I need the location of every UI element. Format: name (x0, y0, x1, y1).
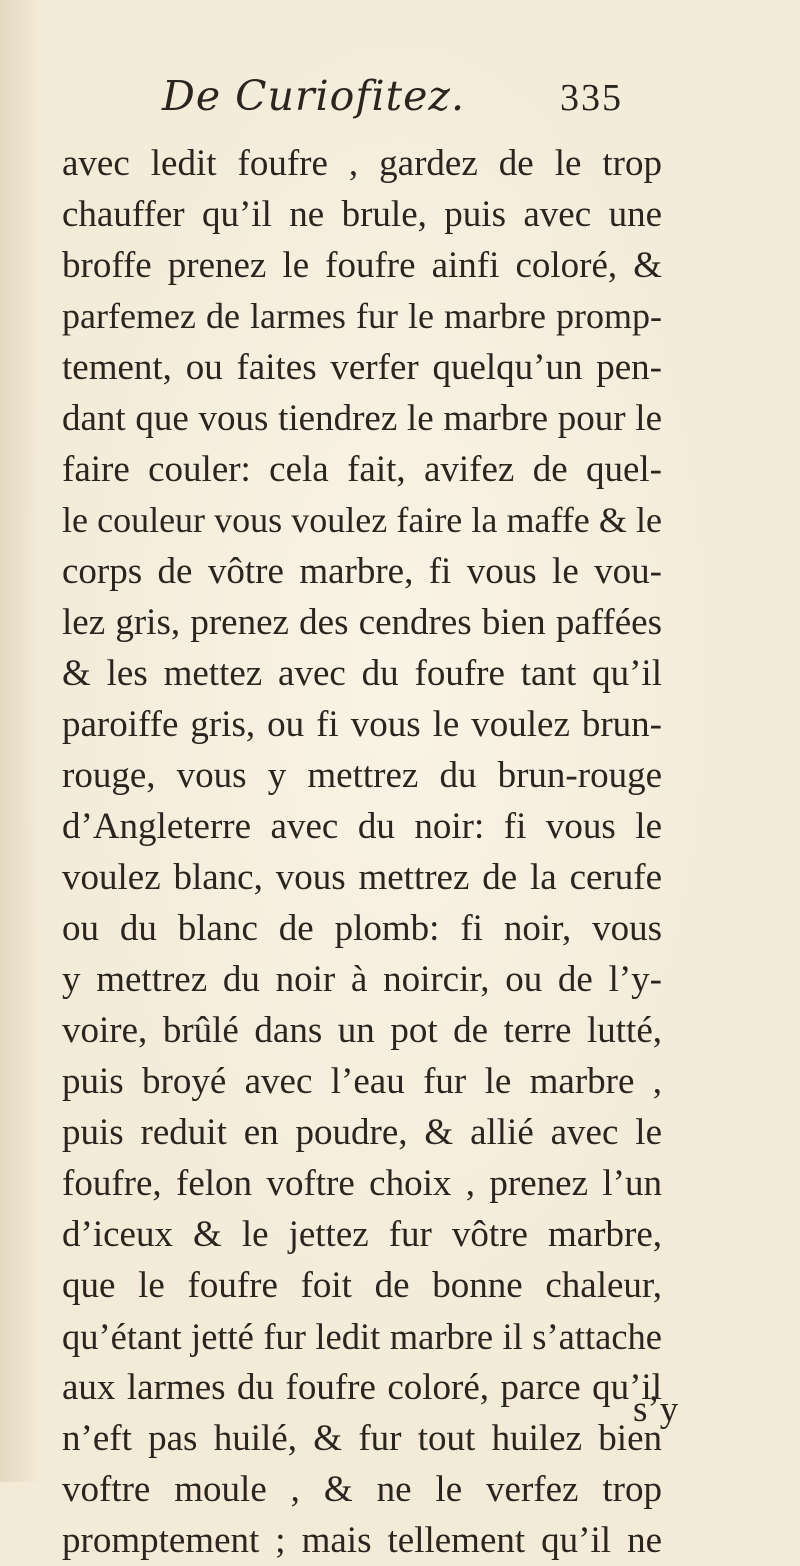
text-line: dant que vous tiendrez le marbre pour le (62, 398, 662, 439)
text-line: voulez blanc, vous mettrez de la cerufe (62, 857, 662, 898)
text-line: faire couler: cela fait, avifez de quel- (62, 449, 662, 490)
running-title: De Curiofitez. (162, 72, 466, 120)
text-line: puis reduit en poudre, & allié avec le (62, 1112, 662, 1153)
text-line: paroiffe gris, ou fi vous le voulez brun- (62, 704, 662, 745)
text-line: avec ledit foufre , gardez de le trop (62, 143, 662, 184)
text-line: y mettrez du noir à noircir, ou de l’y- (62, 959, 662, 1000)
text-line: d’iceux & le jettez fur vôtre marbre, (62, 1214, 662, 1255)
text-line: broffe prenez le foufre ainfi coloré, & (62, 245, 662, 286)
text-line: qu’étant jetté fur ledit marbre il s’attache (62, 1316, 662, 1357)
text-line: ou du blanc de plomb: fi noir, vous (62, 908, 662, 949)
text-line: n’eft pas huilé, & fur tout huilez bien (62, 1418, 662, 1459)
text-line: lez gris, prenez des cendres bien paffées (62, 602, 662, 643)
text-line: rouge, vous y mettrez du brun-rouge (62, 755, 662, 796)
text-line: chauffer qu’il ne brule, puis avec une (62, 194, 662, 235)
page-number: 335 (560, 77, 623, 119)
text-line: voire, brûlé dans un pot de terre lutté, (62, 1010, 662, 1051)
text-line: d’Angleterre avec du noir: fi vous le (62, 806, 662, 847)
body-text (62, 138, 662, 1566)
text-line: & les mettez avec du foufre tant qu’il (62, 653, 662, 694)
text-line: foufre, felon voftre choix , prenez l’un (62, 1163, 662, 1204)
text-line: corps de vôtre marbre, fi vous le vou- (62, 551, 662, 592)
text-line: promptement ; mais tellement qu’il ne (62, 1520, 662, 1561)
text-line: parfemez de larmes fur le marbre promp- (62, 296, 662, 336)
catchword: s’y (633, 1389, 679, 1430)
text-line: aux larmes du foufre coloré, parce qu’il (62, 1367, 662, 1408)
page-header (0, 72, 800, 132)
text-line: puis broyé avec l’eau fur le marbre , (62, 1061, 662, 1102)
text-line: voftre moule , & ne le verfez trop (62, 1469, 662, 1510)
text-line: tement, ou faites verfer quelqu’un pen- (62, 347, 662, 388)
text-line: le couleur vous voulez faire la maffe & le (62, 500, 662, 540)
text-line: que le foufre foit de bonne chaleur, (62, 1265, 662, 1306)
